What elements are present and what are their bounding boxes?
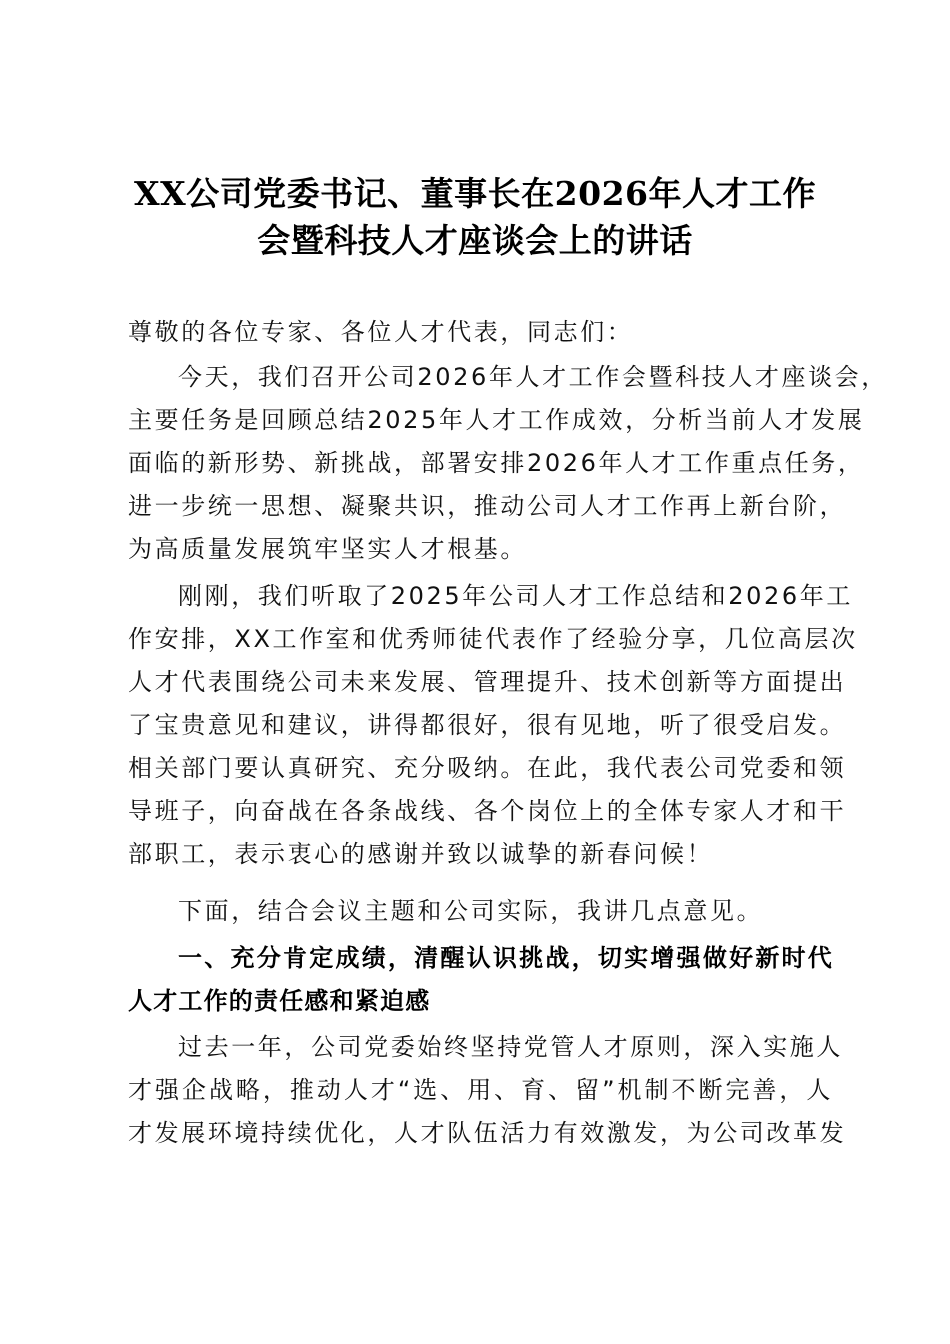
paragraph-line: 相关部门要认真研究、充分吸纳。在此，我代表公司党委和领 — [128, 754, 847, 782]
paragraph-line: 今天，我们召开公司2026年人才工作会暨科技人才座谈会， — [178, 363, 888, 391]
paragraph-line: 了宝贵意见和建议，讲得都很好，很有见地，听了很受启发。 — [128, 711, 847, 739]
document-title-line-1: XX公司党委书记、董事长在2026年人才工作 — [133, 174, 817, 213]
paragraph-line: 部职工，表示衷心的感谢并致以诚挚的新春问候！ — [128, 840, 714, 868]
section-heading-line-1: 一、充分肯定成绩，清醒认识挑战，切实增强做好新时代 — [178, 944, 833, 972]
paragraph-transition: 下面，结合会议主题和公司实际，我讲几点意见。 — [178, 897, 764, 925]
paragraph-line: 作安排，XX工作室和优秀师徒代表作了经验分享，几位高层次 — [128, 625, 858, 653]
paragraph-line: 为高质量发展筑牢坚实人才根基。 — [128, 535, 527, 563]
paragraph-line: 人才代表围绕公司未来发展、管理提升、技术创新等方面提出 — [128, 668, 847, 696]
paragraph-line: 才发展环境持续优化，人才队伍活力有效激发，为公司改革发 — [128, 1119, 847, 1147]
section-heading-line-2: 人才工作的责任感和紧迫感 — [128, 987, 431, 1015]
paragraph-line: 进一步统一思想、凝聚共识，推动公司人才工作再上新台阶， — [128, 492, 847, 520]
paragraph-line: 导班子，向奋战在各条战线、各个岗位上的全体专家人才和干 — [128, 797, 847, 825]
greeting: 尊敬的各位专家、各位人才代表，同志们： — [128, 318, 634, 346]
paragraph-line: 才强企战略，推动人才“选、用、育、留”机制不断完善，人 — [128, 1076, 833, 1104]
paragraph-line: 过去一年，公司党委始终坚持党管人才原则，深入实施人 — [178, 1033, 843, 1061]
paragraph-line: 主要任务是回顾总结2025年人才工作成效，分析当前人才发展 — [128, 406, 865, 434]
paragraph-line: 刚刚，我们听取了2025年公司人才工作总结和2026年工 — [178, 582, 853, 610]
paragraph-line: 面临的新形势、新挑战，部署安排2026年人才工作重点任务， — [128, 449, 865, 477]
document-title-line-2: 会暨科技人才座谈会上的讲话 — [257, 221, 693, 260]
